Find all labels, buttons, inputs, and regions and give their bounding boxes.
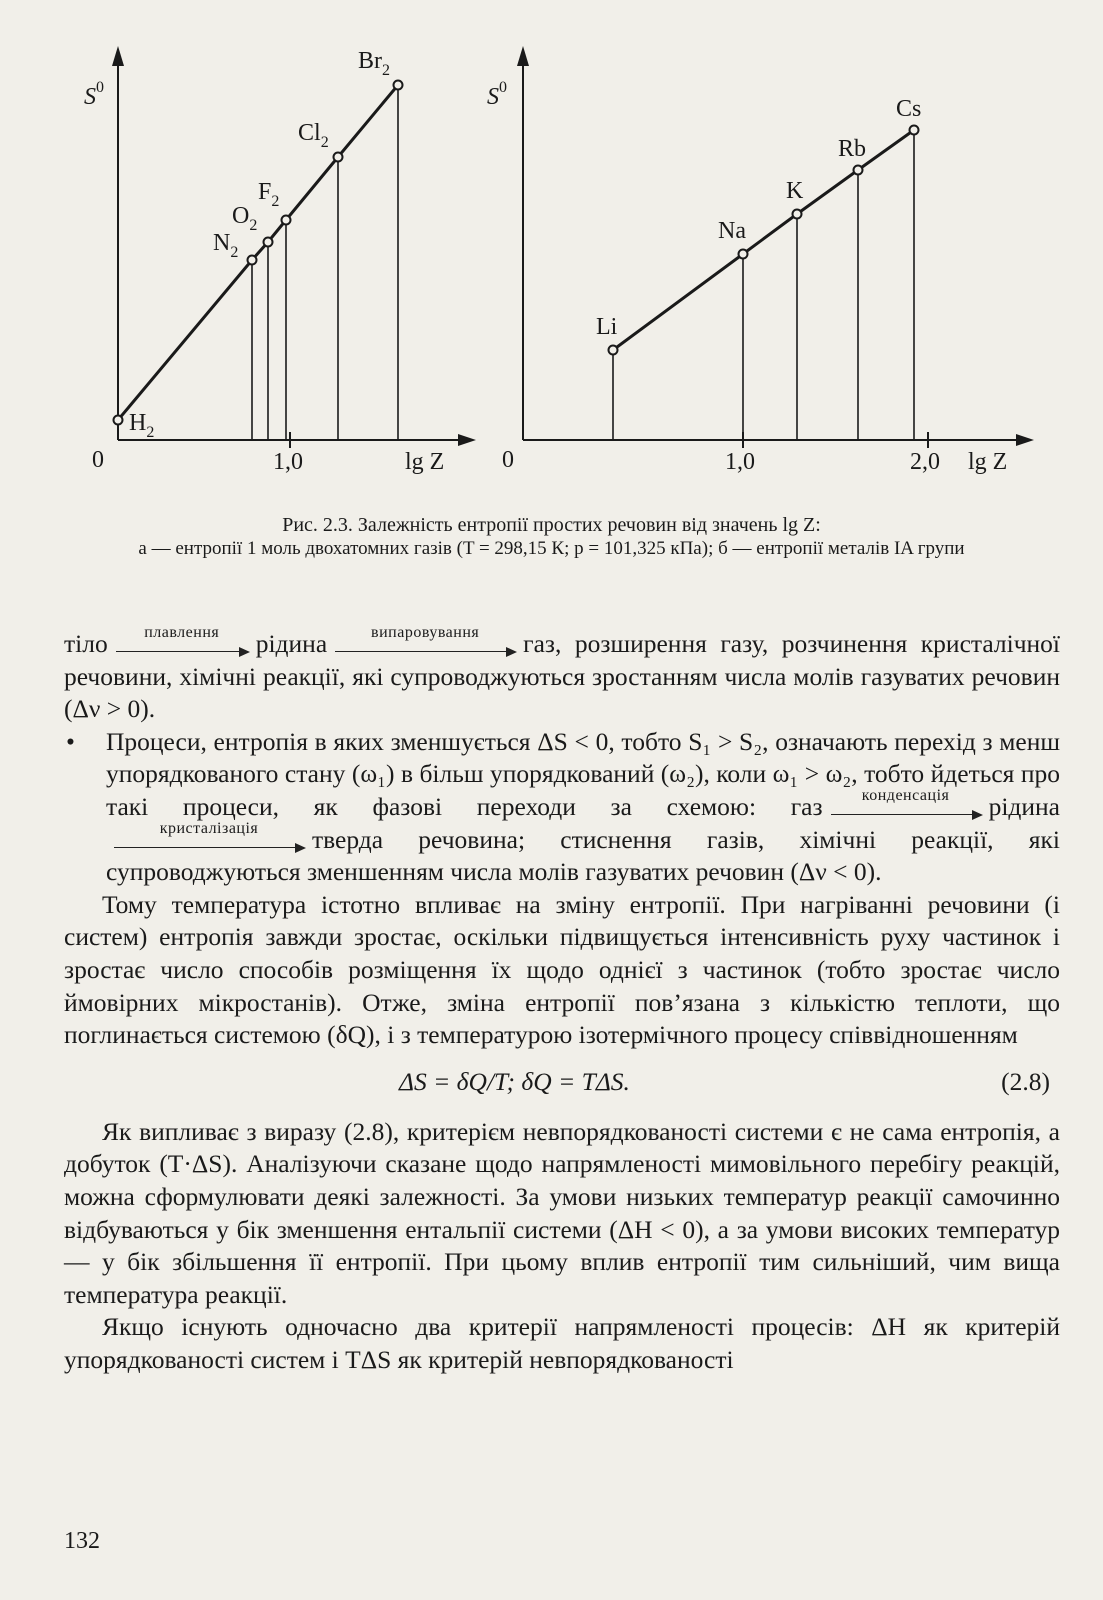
label-K: K xyxy=(786,178,804,204)
label-Cs: Cs xyxy=(896,96,922,122)
equation-number: (2.8) xyxy=(1001,1066,1050,1096)
left-tick-label: 1,0 xyxy=(273,449,303,475)
arrow-crystallization: кристалізація xyxy=(114,835,304,848)
left-x-arrow xyxy=(458,434,476,446)
left-origin-label: 0 xyxy=(92,447,104,473)
point-Rb xyxy=(854,166,863,175)
point-Br2 xyxy=(394,81,403,90)
paragraph-5: Якщо існують одночасно два критерії напрямленості процесів: ΔH як критерій упорядкованості систем і TΔS як критерій невпорядкованості xyxy=(64,1312,1060,1374)
right-x-arrow xyxy=(1016,434,1034,446)
arrow-melting: плавлення xyxy=(116,639,248,652)
left-series-line xyxy=(118,85,398,420)
caption-line-2: а — ентропії 1 моль двохатомних газів (T = 298,15 К; p = 101,325 кПа); б — ентропії металів IA групи xyxy=(138,538,965,559)
left-x-label: lg Z xyxy=(405,449,445,475)
arrow-evaporation: випаровування xyxy=(335,639,515,652)
paragraph-3: Тому температура істотно впливає на зміну ентропії. При нагріванні речовини (і систем) ентропія завжди зростає, оскільки підвищується інтенсивність руху частинок і зростає число способів розміщення їх щодо однієї з частинок (тобто зростає число ймовірних мікростанів). Отже, зміна ентропії пов’язана з кількістю теплоти, що поглинається системою (δQ), і з температурою ізотермічного процесу співвідношенням xyxy=(64,889,1060,1050)
body-text xyxy=(64,624,1060,1376)
figure-graphs xyxy=(0,0,1103,510)
bullet-mark: • xyxy=(66,726,75,756)
right-origin-label: 0 xyxy=(502,447,514,473)
point-F2 xyxy=(282,216,291,225)
label-Br2: $Br_2$ xyxy=(358,48,390,79)
point-O2 xyxy=(264,238,273,247)
point-Na xyxy=(739,250,748,259)
equation-formula: ΔS = δQ/T; δQ = TΔS. xyxy=(399,1066,630,1096)
point-H2 xyxy=(114,416,123,425)
left-y-arrow xyxy=(112,46,124,66)
right-x-label: lg Z xyxy=(968,449,1008,475)
figure-2-3 xyxy=(0,0,1103,600)
paragraph-1: тіло плавлення рідина випаровування газ, розширення газу, розчинення кристалічної речовини, хімічні реакції, які супроводжуються зростанням числа молів газуватих речовин (Δν > 0). xyxy=(64,624,1060,724)
arrow-condensation: конденсація xyxy=(831,802,981,815)
point-Cl2 xyxy=(334,153,343,162)
label-N2: $N_2$ xyxy=(213,230,239,261)
figure-caption xyxy=(40,514,1063,560)
left-y-label: $S^0$ xyxy=(84,79,104,110)
paragraph-2-bullet: • Процеси, ентропія в яких зменшується ΔS < 0, тобто S₁ > S₂, означають перехід з менш упорядкованого стану (ω₁) в більш упорядкований (ω₂), коли ω₁ > ω₂, тобто йдеться про такі процеси, як фазові переходи за схемою: газ конденсація рідина кристалізація тверда речовина; стиснення газів, хімічні реакції, які супроводжуються зменшенням числа молів газуватих речовин (Δν < 0). xyxy=(66,726,1060,887)
equation-2-8 xyxy=(64,1052,1060,1116)
right-y-arrow xyxy=(517,46,529,66)
point-Cs xyxy=(910,126,919,135)
label-Rb: Rb xyxy=(838,136,867,162)
point-Li xyxy=(609,346,618,355)
label-H2: $H_2$ xyxy=(129,410,155,441)
paragraph-4: Як випливає з виразу (2.8), критерієм невпорядкованості системи є не сама ентропія, а добуток (T·ΔS). Аналізуючи сказане щодо напрямленості мимовільного перебігу реакцій, можна сформулювати деякі залежності. За умови низьких температур реакції самочинно відбуваються у бік зменшення ентальпії системи (ΔH < 0), а за умови високих температур — у бік збільшення її ентропії. При цьому вплив ентропії тим сильніший, чим вища температура реакції. xyxy=(64,1116,1060,1309)
page-number: 132 xyxy=(64,1528,100,1554)
caption-line-1: Рис. 2.3. Залежність ентропії простих речовин від значень lg Z: xyxy=(282,514,821,536)
right-tick1-label: 1,0 xyxy=(725,449,755,475)
label-F2: $F_2$ xyxy=(258,179,280,210)
right-y-label: $S^0$ xyxy=(487,79,507,110)
point-K xyxy=(793,210,802,219)
right-tick2-label: 2,0 xyxy=(910,449,940,475)
point-N2 xyxy=(248,256,257,265)
label-O2: $O_2$ xyxy=(232,203,258,234)
label-Li: Li xyxy=(596,314,618,340)
right-series-line xyxy=(613,130,914,350)
label-Na: Na xyxy=(718,218,746,244)
label-Cl2: $Cl_2$ xyxy=(298,120,329,151)
